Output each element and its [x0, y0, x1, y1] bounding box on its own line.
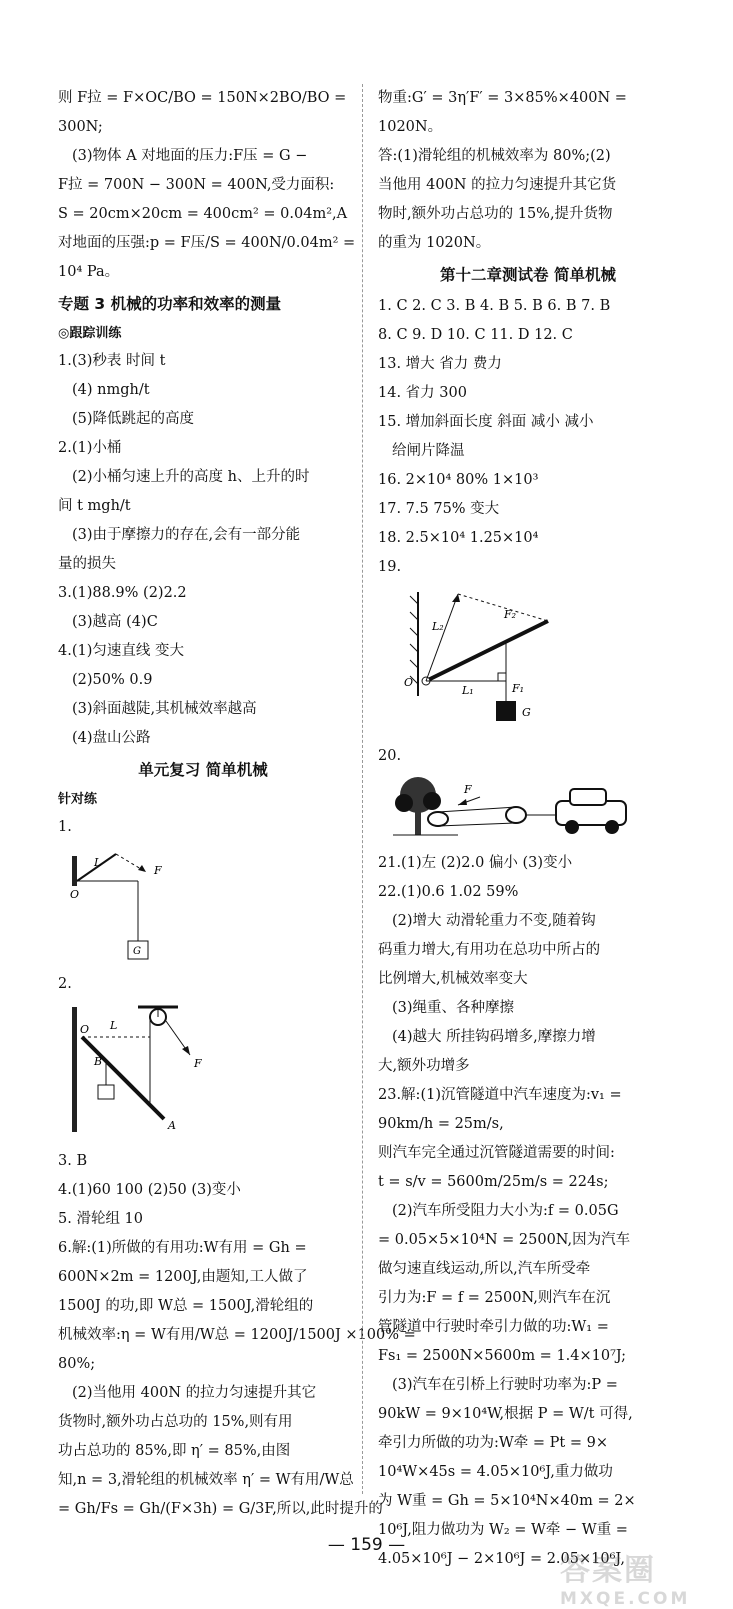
svg-text:F: F: [154, 864, 162, 877]
svg-text:A: A: [168, 1119, 176, 1132]
answer-line: 80%;: [58, 1356, 96, 1372]
answer-line: (2)当他用 400N 的拉力匀速提升其它: [72, 1385, 317, 1401]
answer-line: (4)盘山公路: [72, 730, 151, 746]
answer-line: 16. 2×10⁴ 80% 1×10³: [378, 472, 539, 488]
answer-line: (3)由于摩擦力的存在,会有一部分能: [72, 527, 301, 543]
answer-line: 机械效率:η = W有用/W总 = 1200J/1500J ×100% =: [58, 1327, 416, 1343]
answer-line: 21.(1)左 (2)2.0 偏小 (3)变小: [378, 855, 573, 871]
answer-line: 14. 省力 300: [378, 385, 467, 401]
subsection-label: 针对练: [58, 792, 98, 807]
answer-line: 20.: [378, 748, 402, 764]
answer-line: 300N;: [58, 119, 103, 135]
answer-line: 引力为:F = f = 2500N,则汽车在沉: [378, 1290, 611, 1306]
answer-line: 18. 2.5×10⁴ 1.25×10⁴: [378, 530, 539, 546]
subsection-label: ◎跟踪训练: [58, 326, 122, 341]
section-title: 单元复习 简单机械: [138, 761, 268, 779]
page-number: — 159 —: [327, 1535, 406, 1555]
answer-line: 知,n = 3,滑轮组的机械效率 η′ = W有用/W总: [58, 1472, 354, 1488]
svg-text:F₂: F₂: [504, 608, 517, 621]
answer-line: 10⁴ Pa。: [58, 264, 120, 280]
svg-text:L: L: [110, 1019, 118, 1032]
lever-diagram-1: [68, 846, 178, 964]
answer-line: F拉 = 700N − 300N = 400N,受力面积:: [58, 177, 335, 193]
answer-line: 90kW = 9×10⁴W,根据 P = W/t 可得,: [378, 1406, 633, 1422]
svg-text:F: F: [194, 1057, 202, 1070]
answer-line: 10⁴W×45s = 4.05×10⁶J,重力做功: [378, 1464, 613, 1480]
answer-line: 3.(1)88.9% (2)2.2: [58, 585, 187, 601]
answer-line: 2.(1)小桶: [58, 440, 122, 456]
answer-line: 15. 增加斜面长度 斜面 减小 减小: [378, 414, 594, 430]
answer-line: (2)汽车所受阻力大小为:f = 0.05G: [392, 1203, 619, 1219]
answer-line: 1020N。: [378, 119, 443, 135]
answer-line: 5. 滑轮组 10: [58, 1211, 144, 1227]
answer-line: 功占总功的 85%,即 η′ = 85%,由图: [58, 1443, 291, 1459]
answer-line: 1.: [58, 819, 72, 835]
answer-line: 对地面的压强:p = F压/S = 400N/0.04m² =: [58, 235, 356, 251]
answer-line: (5)降低跳起的高度: [72, 411, 195, 427]
answer-line: 3. B: [58, 1153, 88, 1169]
answer-line: (4)越大 所挂钩码增多,摩擦力增: [392, 1029, 596, 1045]
answer-line: S = 20cm×20cm = 400cm² = 0.04m²,A: [58, 206, 348, 222]
car-tree-pulley-diagram: [388, 775, 648, 843]
answer-line: (3)绳重、各种摩擦: [392, 1000, 515, 1016]
answer-line: 17. 7.5 75% 变大: [378, 501, 500, 517]
answer-line: 4.(1)60 100 (2)50 (3)变小: [58, 1182, 241, 1198]
answer-line: 比例增大,机械效率变大: [378, 971, 528, 987]
answer-line: 物重:G′ = 3η′F′ = 3×85%×400N =: [378, 90, 627, 106]
answer-line: 13. 增大 省力 费力: [378, 356, 502, 372]
answer-line: 做匀速直线运动,所以,汽车所受牵: [378, 1261, 591, 1277]
answer-line: 23.解:(1)沉管隧道中汽车速度为:v₁ =: [378, 1087, 622, 1103]
right-column: [378, 84, 678, 1574]
answer-line: (4) nmgh/t: [72, 382, 150, 398]
answer-line: 大,额外功增多: [378, 1058, 470, 1074]
answer-line: (2)增大 动滑轮重力不变,随着钩: [392, 913, 596, 929]
answer-line: Fs₁ = 2500N×5600m = 1.4×10⁷J;: [378, 1348, 627, 1364]
answer-line: 1500J 的功,即 W总 = 1500J,滑轮组的: [58, 1298, 314, 1314]
answer-line: (3)汽车在引桥上行驶时功率为:P =: [392, 1377, 618, 1393]
answer-line: 1.(3)秒表 时间 t: [58, 353, 166, 369]
answer-line: 则 F拉 = F×OC/BO = 150N×2BO/BO =: [58, 90, 347, 106]
section-title: 专题 3 机械的功率和效率的测量: [58, 295, 282, 313]
svg-text:O: O: [70, 888, 80, 901]
svg-text:L₁: L₁: [462, 684, 474, 697]
answer-line: 600N×2m = 1200J,由题知,工人做了: [58, 1269, 308, 1285]
answer-line: t = s/v = 5600m/25m/s = 224s;: [378, 1174, 609, 1190]
answer-line: 间 t mgh/t: [58, 498, 131, 514]
answer-line: 的重为 1020N。: [378, 235, 491, 251]
svg-text:G: G: [522, 706, 531, 719]
answer-line: 牵引力所做的功为:W牵 = Pt = 9×: [378, 1435, 608, 1451]
svg-text:L: L: [94, 856, 102, 869]
answer-line: 量的损失: [58, 556, 116, 572]
answer-line: (2)小桶匀速上升的高度 h、上升的时: [72, 469, 310, 485]
answer-line: 19.: [378, 559, 402, 575]
answer-line: (3)物体 A 对地面的压力:F压 = G −: [72, 148, 308, 164]
answer-line: 22.(1)0.6 1.02 59%: [378, 884, 519, 900]
answer-line: 则汽车完全通过沉管隧道需要的时间:: [378, 1145, 615, 1161]
answer-line: (2)50% 0.9: [72, 672, 153, 688]
answer-line: (3)斜面越陡,其机械效率越高: [72, 701, 257, 717]
answer-line: 10⁶J,阻力做功为 W₂ = W牵 − W重 =: [378, 1522, 628, 1538]
answer-line: 1. C 2. C 3. B 4. B 5. B 6. B 7. B: [378, 298, 611, 314]
svg-text:B: B: [94, 1055, 103, 1068]
answer-line: 2.: [58, 976, 72, 992]
answer-line: 4.05×10⁶J − 2×10⁶J = 2.05×10⁶J,: [378, 1551, 625, 1567]
column-divider: [362, 84, 364, 1494]
lever-diagram-19: [388, 586, 568, 736]
answer-line: 管隧道中行驶时牵引力做的功:W₁ =: [378, 1319, 609, 1335]
answer-line: 码重力增大,有用功在总功中所占的: [378, 942, 601, 958]
svg-text:G: G: [133, 946, 141, 957]
answer-line: 8. C 9. D 10. C 11. D 12. C: [378, 327, 573, 343]
svg-text:F: F: [464, 783, 472, 796]
answer-line: 当他用 400N 的拉力匀速提升其它货: [378, 177, 617, 193]
answer-line: 4.(1)匀速直线 变大: [58, 643, 184, 659]
svg-text:O: O: [80, 1023, 90, 1036]
answer-line: 给闸片降温: [392, 443, 465, 459]
svg-text:F₁: F₁: [512, 682, 525, 695]
answer-line: 货物时,额外功占总功的 15%,则有用: [58, 1414, 293, 1430]
svg-text:L₂: L₂: [432, 620, 444, 633]
answer-line: 6.解:(1)所做的有用功:W有用 = Gh =: [58, 1240, 307, 1256]
svg-text:O: O: [404, 676, 414, 689]
section-title: 第十二章测试卷 简单机械: [440, 266, 616, 284]
lever-diagram-2: [68, 1003, 208, 1141]
answer-line: = 0.05×5×10⁴N = 2500N,因为汽车: [378, 1232, 631, 1248]
answer-line: 为 W重 = Gh = 5×10⁴N×40m = 2×: [378, 1493, 636, 1509]
answer-line: = Gh/Fs = Gh/(F×3h) = G/3F,所以,此时提升的: [58, 1501, 383, 1517]
answer-line: 答:(1)滑轮组的机械效率为 80%;(2): [378, 148, 611, 164]
answer-line: 物时,额外功占总功的 15%,提升货物: [378, 206, 613, 222]
watermark-logo: 答案圈 MXQE.COM: [560, 1553, 691, 1609]
answer-line: 90km/h = 25m/s,: [378, 1116, 504, 1132]
answer-line: (3)越高 (4)C: [72, 614, 158, 630]
